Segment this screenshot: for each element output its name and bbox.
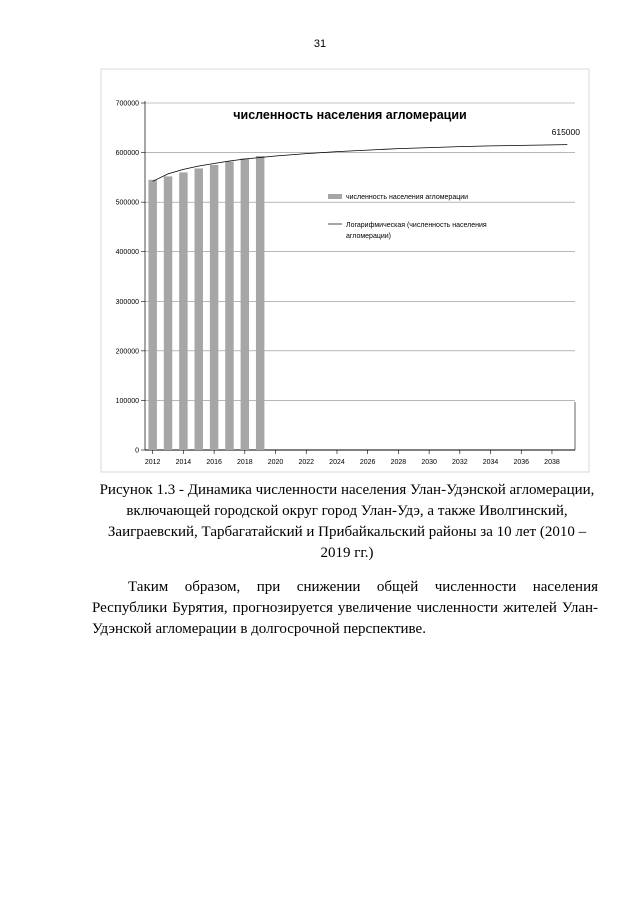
bar [256, 156, 264, 450]
y-tick-label: 100000 [115, 397, 139, 405]
legend-line-label: агломерации) [346, 233, 392, 240]
legend-bar-swatch [328, 194, 342, 199]
paragraph-line: Удэнской агломерации в долгосрочной перспективе. [92, 621, 426, 637]
x-tick-label: 2026 [359, 459, 376, 466]
x-tick-label: 2028 [390, 459, 407, 466]
chart-border [101, 69, 589, 472]
bar [210, 165, 218, 450]
bar [195, 168, 203, 450]
bar [164, 176, 172, 450]
x-tick-label: 2030 [421, 459, 437, 466]
value-annotation: 615000 [551, 127, 580, 137]
bar [148, 180, 156, 450]
y-tick-label: 500000 [115, 199, 139, 207]
y-tick-label: 400000 [115, 249, 139, 257]
chart-title: численность населения агломерации [233, 108, 467, 122]
y-tick-label: 300000 [115, 298, 139, 306]
page-number: 31 [313, 38, 327, 50]
x-tick-label: 2024 [329, 459, 345, 466]
caption-line: включающей городской округ город Улан-Удэ, а также Иволгинский, [126, 503, 568, 519]
bar [179, 172, 187, 450]
legend-line-label: Логарифмическая (численность населения [346, 222, 487, 229]
x-tick-label: 2020 [267, 459, 284, 466]
body-paragraph [92, 577, 598, 640]
x-tick-label: 2038 [544, 459, 560, 466]
x-tick-label: 2032 [452, 459, 468, 466]
legend-bar-label: численность населения агломерации [346, 194, 469, 201]
y-tick-label: 600000 [115, 150, 139, 158]
x-tick-label: 2014 [175, 459, 192, 466]
x-tick-label: 2018 [237, 459, 253, 466]
population-chart [100, 68, 590, 473]
y-tick-label: 200000 [115, 348, 139, 356]
chart-svg [100, 68, 590, 473]
paragraph-line: Таким образом, при снижении общей численности населения [128, 579, 598, 595]
y-tick-label: 700000 [115, 100, 139, 108]
bar [225, 161, 233, 450]
x-tick-label: 2036 [513, 459, 530, 466]
caption-line: Заиграевский, Тарбагатайский и Прибайкальский районы за 10 лет (2010 – [107, 524, 587, 540]
caption-line: Рисунок 1.3 - Динамика численности населения Улан-Удэнской агломерации, [99, 482, 595, 498]
paragraph-line: Республики Бурятия, прогнозируется увеличение численности жителей Улан- [92, 600, 598, 616]
x-tick-label: 2022 [298, 459, 315, 466]
x-tick-label: 2012 [144, 459, 161, 466]
bar [241, 159, 249, 450]
x-tick-label: 2034 [482, 459, 499, 466]
caption-line: 2019 гг.) [320, 545, 374, 561]
figure-caption [92, 480, 602, 564]
x-tick-label: 2016 [206, 459, 222, 466]
y-tick-label: 0 [135, 447, 139, 455]
